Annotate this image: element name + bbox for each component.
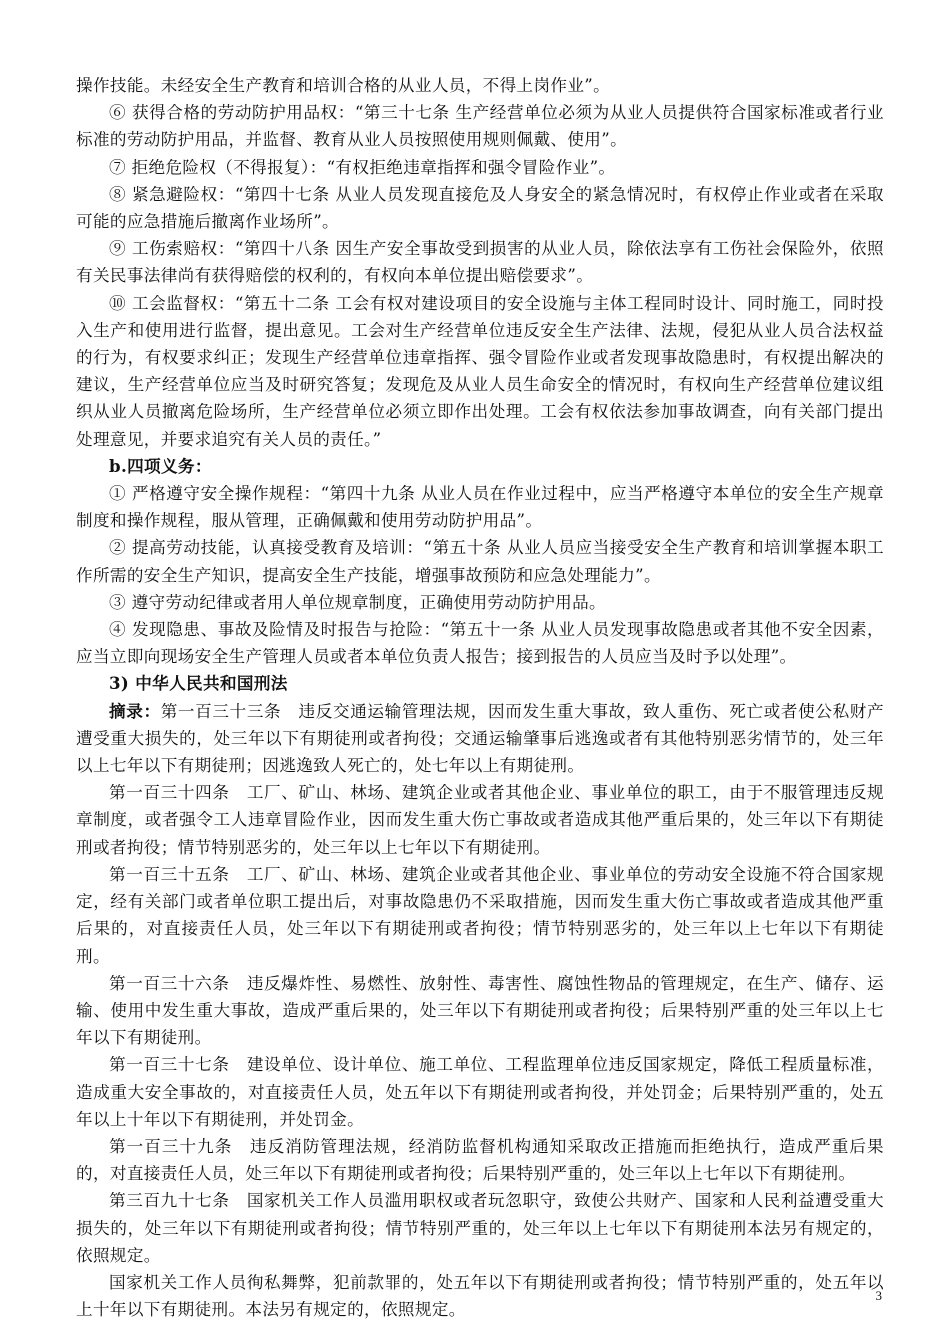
paragraph: 第一百三十五条 工厂、矿山、林场、建筑企业或者其他企业、事业单位的劳动安全设施不符合国家规定，经有关部门或者单位职工提出后，对事故隐患仍不采取措施，因而发生重大伤亡事故或者造成其他严重后果的，对直接责任人员，处三年以下有期徒刑或者拘役；情节特别恶劣的，处三年以上七年以下有期徒刑。 [76,864,884,966]
document-body [76,72,884,1323]
paragraph: 第一百三十四条 工厂、矿山、林场、建筑企业或者其他企业、事业单位的职工，由于不服管理违反规章制度，或者强令工人违章冒险作业，因而发生重大伤亡事故或者造成其他严重后果的，处三年以下有期徒刑或者拘役；情节特别恶劣的，处三年以上七年以下有期徒刑。 [76,783,884,857]
paragraph: 操作技能。未经安全生产教育和培训合格的从业人员，不得上岗作业”。 [76,76,611,95]
paragraph: 摘录：第一百三十三条 违反交通运输管理法规，因而发生重大事故，致人重伤、死亡或者使公私财产遭受重大损失的，处三年以下有期徒刑或者拘役；交通运输肇事后逃逸或者有其他特别恶劣情节的，处三年以上七年以下有期徒刑；因逃逸致人死亡的，处七年以上有期徒刑。 [76,700,884,776]
paragraph: 国家机关工作人员徇私舞弊，犯前款罪的，处五年以下有期徒刑或者拘役；情节特别严重的，处五年以上十年以下有期徒刑。本法另有规定的，依照规定。 [76,1272,884,1320]
page-number: 3 [875,1288,882,1303]
paragraph: 第三百九十七条 国家机关工作人员滥用职权或者玩忽职守，致使公共财产、国家和人民利益遭受重大损失的，处三年以下有期徒刑或者拘役；情节特别严重的，处三年以上七年以下有期徒刑本法另有规定的，依照规定。 [76,1191,884,1265]
paragraph: ① 严格遵守安全操作规程：“第四十九条 从业人员在作业过程中，应当严格遵守本单位的安全生产规章制度和操作规程，服从管理，正确佩戴和使用劳动防护用品”。 [76,484,884,531]
paragraph: 第一百三十六条 违反爆炸性、易燃性、放射性、毒害性、腐蚀性物品的管理规定，在生产、储存、运输、使用中发生重大事故，造成严重后果的，处三年以下有期徒刑或者拘役；后果特别严重的处三年以上七年以下有期徒刑。 [76,973,884,1048]
paragraph: ⑥ 获得合格的劳动防护用品权：“第三十七条 生产经营单位必须为从业人员提供符合国家标准或者行业标准的劳动防护用品，并监督、教育从业人员按照使用规则佩戴、使用”。 [76,103,884,150]
paragraph: ② 提高劳动技能，认真接受教育及培训：“第五十条 从业人员应当接受安全生产教育和培训掌握本职工作所需的安全生产知识，提高安全生产技能，增强事故预防和应急处理能力”。 [76,538,884,585]
paragraph: ⑩ 工会监督权：“第五十二条 工会有权对建设项目的安全设施与主体工程同时设计、同时施工，同时投入生产和使用进行监督，提出意见。工会对生产经营单位违反安全生产法律、法规，侵犯从业人员合法权益的行为，有权要求纠正；发现生产经营单位违章指挥、强令冒险作业或者发现事故隐患时，有权提出解决的建议，生产经营单位应当及时研究答复；发现危及从业人员生命安全的情况时，有权向生产经营单位建议组织从业人员撤离危险场所，生产经营单位必须立即作出处理。工会有权依法参加事故调查，向有关部门提出处理意见，并要求追究有关人员的责任。” [76,293,884,449]
section-heading: b.四项义务： [109,455,212,476]
excerpt-label: 摘录： [109,700,161,721]
paragraph: ③ 遵守劳动纪律或者用人单位规章制度，正确使用劳动防护用品。 [109,592,606,612]
section-heading: 3) 中华人民共和国刑法 [109,673,288,694]
paragraph: ④ 发现隐患、事故及险情及时报告与抢险：“第五十一条 从业人员发现事故隐患或者其他不安全因素，应当立即向现场安全生产管理人员或者本单位负责人报告；接到报告的人员应当及时予以处理”。 [76,620,884,667]
paragraph: 第一百三十七条 建设单位、设计单位、施工单位、工程监理单位违反国家规定，降低工程质量标准，造成重大安全事故的，对直接责任人员，处五年以下有期徒刑或者拘役，并处罚金；后果特别严重的，处五年以上十年以下有期徒刑，并处罚金。 [76,1055,884,1129]
paragraph: ⑦ 拒绝危险权（不得报复）：“有权拒绝违章指挥和强令冒险作业”。 [109,157,616,177]
paragraph: ⑧ 紧急避险权：“第四十七条 从业人员发现直接危及人身安全的紧急情况时，有权停止作业或者在采取可能的应急措施后撤离作业场所”。 [76,184,884,232]
paragraph: 第一百三十九条 违反消防管理法规，经消防监督机构通知采取改正措施而拒绝执行，造成严重后果的，对直接责任人员，处三年以下有期徒刑或者拘役；后果特别严重的，处三年以上七年以下有期徒刑。 [76,1136,884,1184]
paragraph: ⑨ 工伤索赔权：“第四十八条 因生产安全事故受到损害的从业人员，除依法享有工伤社会保险外，依照有关民事法律尚有获得赔偿的权利的，有权向本单位提出赔偿要求”。 [76,239,884,286]
